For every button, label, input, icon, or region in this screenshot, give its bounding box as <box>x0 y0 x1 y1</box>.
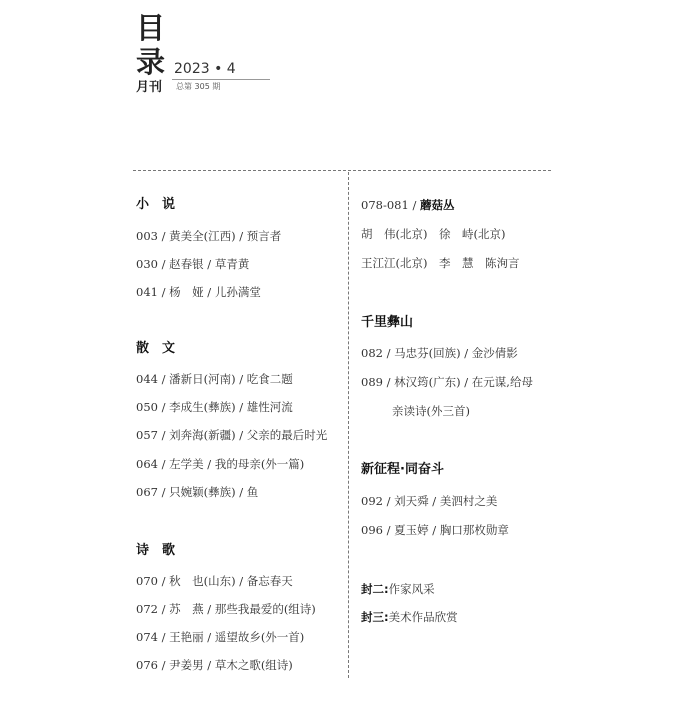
toc-entry[interactable]: 070 / 秋 也(山东) / 备忘春天 <box>136 574 293 588</box>
cover-two-text: 作家风采 <box>388 582 435 596</box>
issue-number: 2023 • 4 <box>174 61 236 77</box>
toc-entry[interactable]: 096 / 夏玉婷 / 胸口那枚勋章 <box>361 523 509 537</box>
dotted-divider <box>133 170 551 171</box>
section-title-journey: 新征程·同奋斗 <box>361 462 444 477</box>
toc-entry[interactable]: 074 / 王艳丽 / 遥望故乡(外一首) <box>136 630 305 644</box>
toc-entry[interactable]: 082 / 马忠芬(回族) / 金沙倩影 <box>361 346 518 360</box>
toc-entry[interactable]: 044 / 潘新日(河南) / 吃食二题 <box>136 372 293 386</box>
masthead-title-char-1: 目 <box>136 11 166 45</box>
mushroom-title: 蘑菇丛 <box>419 198 455 212</box>
section-title-novel: 小 说 <box>136 197 176 212</box>
cover-two[interactable] <box>361 581 435 597</box>
toc-entry[interactable]: 003 / 黄美全(江西) / 预言者 <box>136 229 282 243</box>
cover-two-label: 封二: <box>361 582 389 596</box>
toc-entry[interactable]: 067 / 只婉颖(彝族) / 鱼 <box>136 485 259 499</box>
cover-three[interactable] <box>361 609 458 625</box>
toc-entry[interactable]: 072 / 苏 燕 / 那些我最爱的(组诗) <box>136 602 316 616</box>
toc-entry[interactable]: 092 / 刘天舜 / 美泗村之美 <box>361 494 498 508</box>
masthead-title-char-2: 录 <box>136 45 166 79</box>
toc-entry-mushroom[interactable] <box>361 197 454 213</box>
toc-entry[interactable]: 041 / 杨 娅 / 儿孙满堂 <box>136 285 261 299</box>
masthead <box>136 11 276 104</box>
toc-entry[interactable]: 076 / 尹姜男 / 草木之歌(组诗) <box>136 658 293 672</box>
column-divider <box>348 172 349 678</box>
masthead-subtitle: 月刊 <box>136 80 163 95</box>
toc-entry-continued[interactable]: 亲读诗(外三首) <box>392 404 470 418</box>
total-issue: 总第 305 期 <box>176 82 221 91</box>
toc-entry[interactable]: 057 / 刘奔海(新疆) / 父亲的最后时光 <box>136 428 328 442</box>
mushroom-authors-2: 王江江(北京) 李 慧 陈洵言 <box>361 256 520 270</box>
section-title-poetry: 诗 歌 <box>136 543 176 558</box>
mushroom-pages: 078-081 / <box>361 198 420 212</box>
section-title-mountains: 千里彝山 <box>361 315 414 330</box>
toc-entry[interactable]: 089 / 林汉筠(广东) / 在元谋,给母 <box>361 375 533 389</box>
cover-three-text: 美术作品欣赏 <box>388 610 458 624</box>
toc-entry[interactable]: 030 / 赵春银 / 草青黄 <box>136 257 250 271</box>
mushroom-authors-1: 胡 伟(北京) 徐 峙(北京) <box>361 227 506 241</box>
toc-entry[interactable]: 050 / 李成生(彝族) / 雄性河流 <box>136 400 293 414</box>
section-title-prose: 散 文 <box>136 341 176 356</box>
toc-entry[interactable]: 064 / 左学美 / 我的母亲(外一篇) <box>136 457 305 471</box>
cover-three-label: 封三: <box>361 610 389 624</box>
masthead-rule <box>172 79 270 80</box>
